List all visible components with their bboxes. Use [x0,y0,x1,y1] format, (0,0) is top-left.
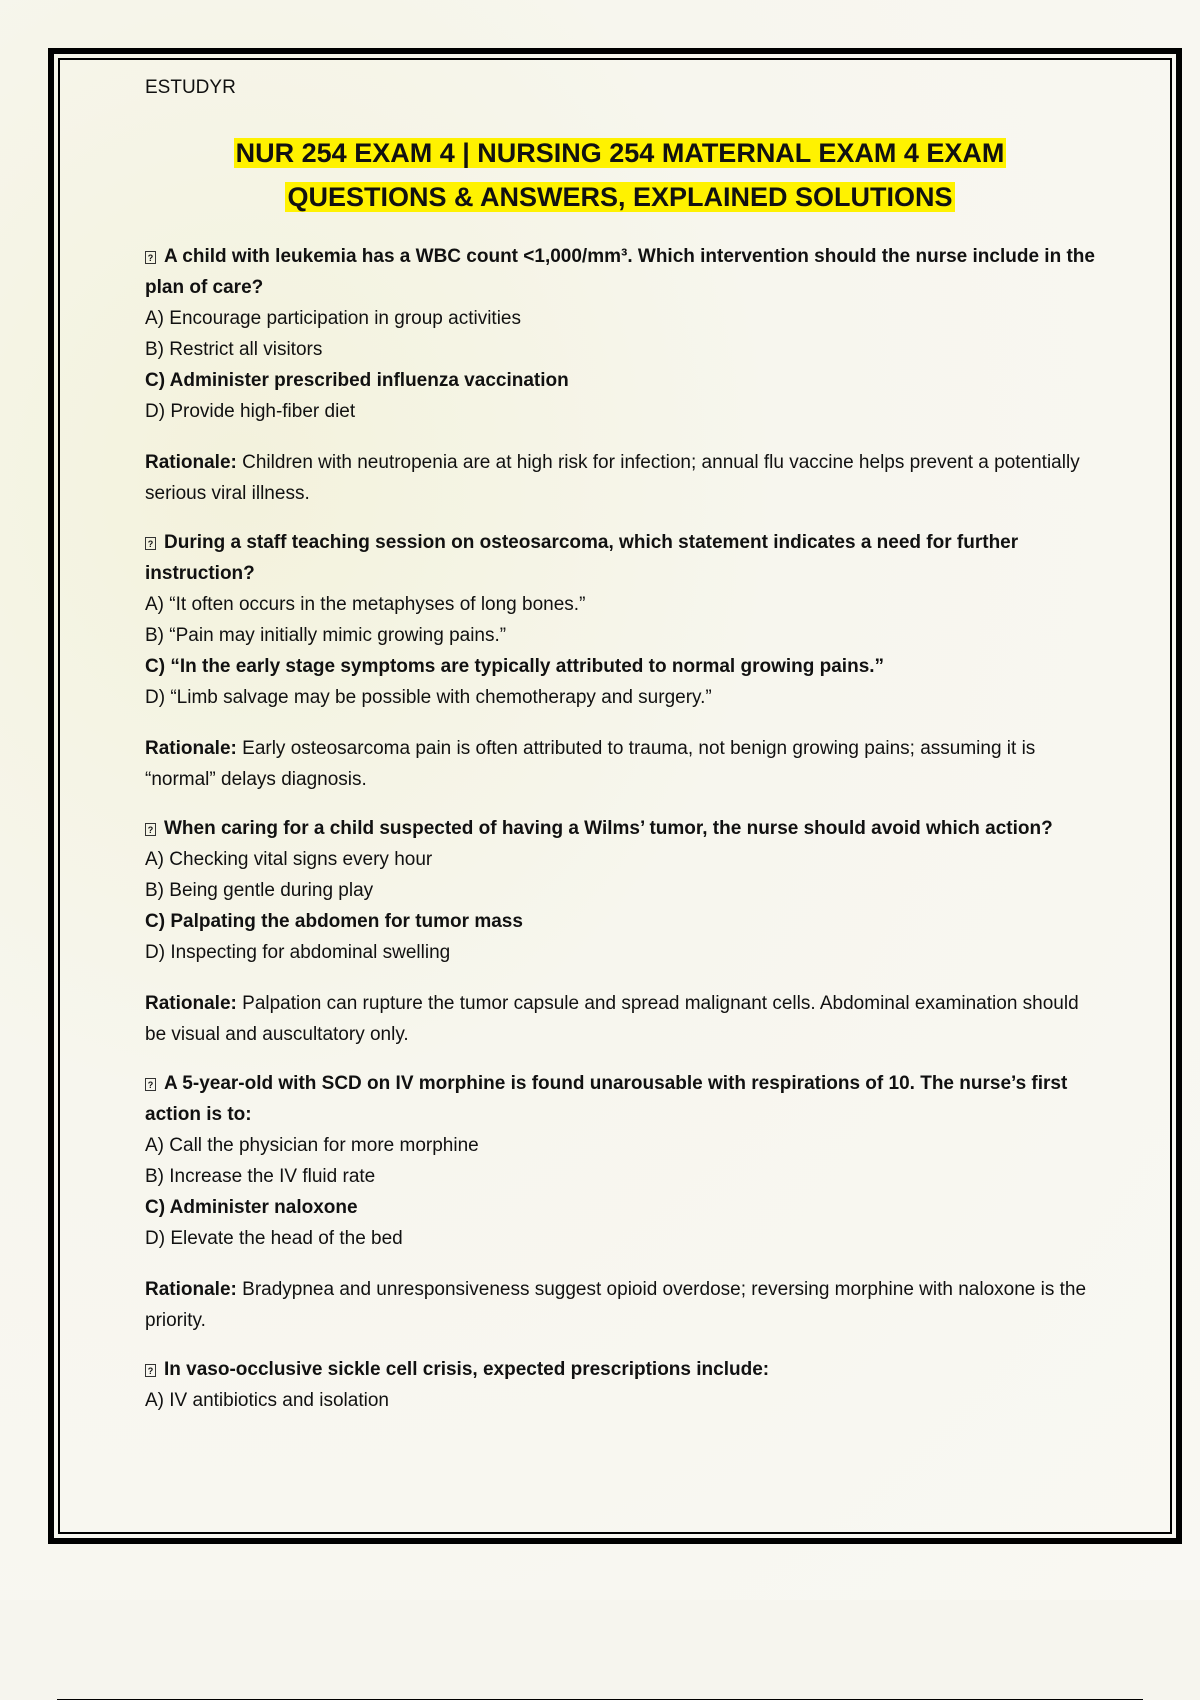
question-text: When caring for a child suspected of having a Wilms’ tumor, the nurse should avoid which action? [164,818,1053,839]
option-c-correct: C) “In the early stage symptoms are typically attributed to normal growing pains.” [145,656,885,677]
rationale-2 [145,733,1095,795]
question-5 [145,1354,1095,1385]
option-b: B) “Pain may initially mimic growing pains.” [145,625,507,646]
rationale-text: Palpation can rupture the tumor capsule and spread malignant cells. Abdominal examination should be visual and auscultatory only. [145,993,1079,1045]
option-d: D) Elevate the head of the bed [145,1228,403,1249]
rationale-label: Rationale: [145,452,237,473]
option-b: B) Being gentle during play [145,880,374,901]
question-text: A child with leukemia has a WBC count <1,000/mm³. Which intervention should the nurse include in the plan of care? [145,246,1095,298]
title-line-2: QUESTIONS & ANSWERS, EXPLAINED SOLUTIONS [287,182,953,212]
question-marker-icon: ? [145,1364,156,1377]
option-c-correct: C) Palpating the abdomen for tumor mass [145,911,523,932]
question-marker-icon: ? [145,537,156,550]
question-marker-icon: ? [145,251,156,264]
document-content [145,72,1095,1416]
question-marker-icon: ? [145,823,156,836]
title-line-1: NUR 254 EXAM 4 | NURSING 254 MATERNAL EXAM 4 EXAM [235,138,1005,168]
question-text: In vaso-occlusive sickle cell crisis, expected prescriptions include: [164,1359,770,1380]
option-b: B) Restrict all visitors [145,339,323,360]
question-text: During a staff teaching session on osteosarcoma, which statement indicates a need for further instruction? [145,532,1019,584]
rationale-label: Rationale: [145,738,237,759]
question-block-3 [145,813,1095,1050]
question-4 [145,1068,1095,1130]
question-marker-icon: ? [145,1078,156,1091]
question-block-5 [145,1354,1095,1416]
question-text: A 5-year-old with SCD on IV morphine is found unarousable with respirations of 10. The nurse’s first action is to: [145,1073,1068,1125]
rationale-text: Early osteosarcoma pain is often attributed to trauma, not benign growing pains; assuming it is “normal” delays diagnosis. [145,738,1036,790]
option-a: A) Checking vital signs every hour [145,849,433,870]
rationale-text: Bradypnea and unresponsiveness suggest opioid overdose; reversing morphine with naloxone is the priority. [145,1279,1087,1331]
question-block-1 [145,241,1095,509]
rationale-label: Rationale: [145,993,237,1014]
rationale-label: Rationale: [145,1279,237,1300]
document-title [145,131,1095,219]
rationale-text: Children with neutropenia are at high risk for infection; annual flu vaccine helps prevent a potentially serious viral illness. [145,452,1080,504]
option-c-correct: C) Administer prescribed influenza vaccination [145,370,569,391]
option-d: D) Inspecting for abdominal swelling [145,942,451,963]
question-1 [145,241,1095,303]
option-b: B) Increase the IV fluid rate [145,1166,376,1187]
option-a: A) IV antibiotics and isolation [145,1390,389,1411]
option-a: A) Encourage participation in group activities [145,308,521,329]
rationale-4 [145,1274,1095,1336]
question-block-4 [145,1068,1095,1336]
question-block-2 [145,527,1095,795]
question-2 [145,527,1095,589]
rationale-3 [145,988,1095,1050]
option-d: D) Provide high-fiber diet [145,401,356,422]
option-c-correct: C) Administer naloxone [145,1197,358,1218]
option-a: A) “It often occurs in the metaphyses of long bones.” [145,594,586,615]
rationale-1 [145,447,1095,509]
option-d: D) “Limb salvage may be possible with chemotherapy and surgery.” [145,687,712,708]
option-a: A) Call the physician for more morphine [145,1135,479,1156]
brand-label: ESTUDYR [145,77,236,98]
question-3 [145,813,1095,844]
